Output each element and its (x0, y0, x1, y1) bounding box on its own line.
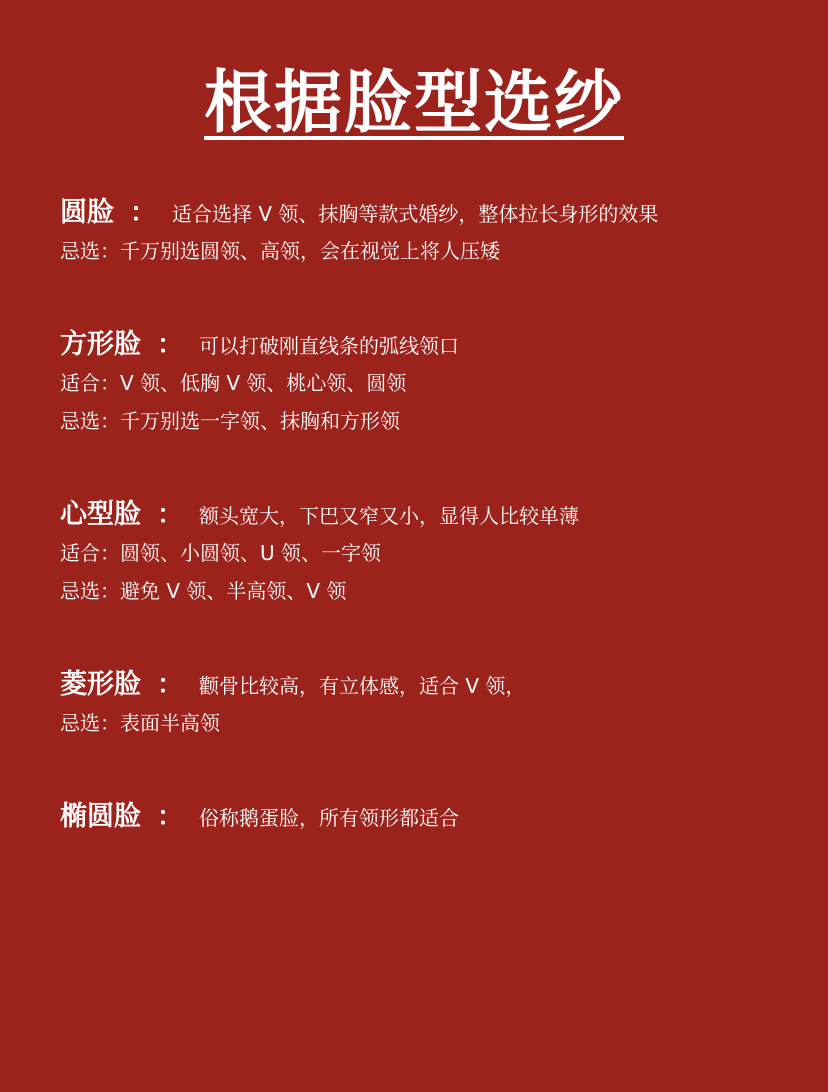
face-shape-description: 颧骨比较高，有立体感，适合 V 领， (199, 674, 526, 698)
avoid-line: 忌选：千万别选一字领、抹胸和方形领 (60, 409, 400, 433)
heading-colon: ： (157, 330, 184, 360)
section-heading (60, 492, 800, 534)
heading-colon: ： (157, 500, 184, 530)
face-shape-description: 可以打破刚直线条的弧线领口 (199, 334, 460, 358)
section-heading (60, 322, 800, 364)
heading-colon: ： (157, 670, 184, 700)
suitable-line: 适合：V 领、低胸 V 领、桃心领、圆领 (60, 371, 407, 395)
section-square-face (60, 322, 800, 440)
section-diamond-face (60, 662, 800, 742)
face-shape-name: 方形脸 (60, 329, 141, 360)
heading-colon: ： (157, 802, 184, 832)
section-heart-face (60, 492, 800, 610)
face-shape-name: 椭圆脸 (60, 801, 141, 832)
section-heading (60, 662, 800, 704)
face-shape-name: 圆脸 (60, 197, 114, 228)
face-shape-description: 额头宽大，下巴又窄又小，显得人比较单薄 (199, 504, 580, 528)
heading-colon: ： (130, 198, 157, 228)
section-heading (60, 794, 800, 836)
page-title (0, 64, 828, 143)
section-heading (60, 190, 800, 232)
face-shape-description: 俗称鹅蛋脸，所有领形都适合 (199, 806, 460, 830)
avoid-line: 忌选：避免 V 领、半高领、V 领 (60, 579, 347, 603)
avoid-line: 忌选：表面半高领 (60, 711, 220, 735)
face-shape-name: 心型脸 (60, 499, 141, 530)
section-round-face (60, 190, 800, 270)
avoid-line: 忌选：千万别选圆领、高领，会在视觉上将人压矮 (60, 239, 500, 263)
face-shape-name: 菱形脸 (60, 669, 141, 700)
section-oval-face (60, 794, 800, 836)
face-shape-list (60, 190, 800, 888)
suitable-line: 适合：圆领、小圆领、U 领、一字领 (60, 541, 381, 565)
face-shape-description: 适合选择 V 领、抹胸等款式婚纱，整体拉长身形的效果 (172, 202, 659, 226)
page-title-text: 根据脸型选纱 (203, 64, 624, 143)
